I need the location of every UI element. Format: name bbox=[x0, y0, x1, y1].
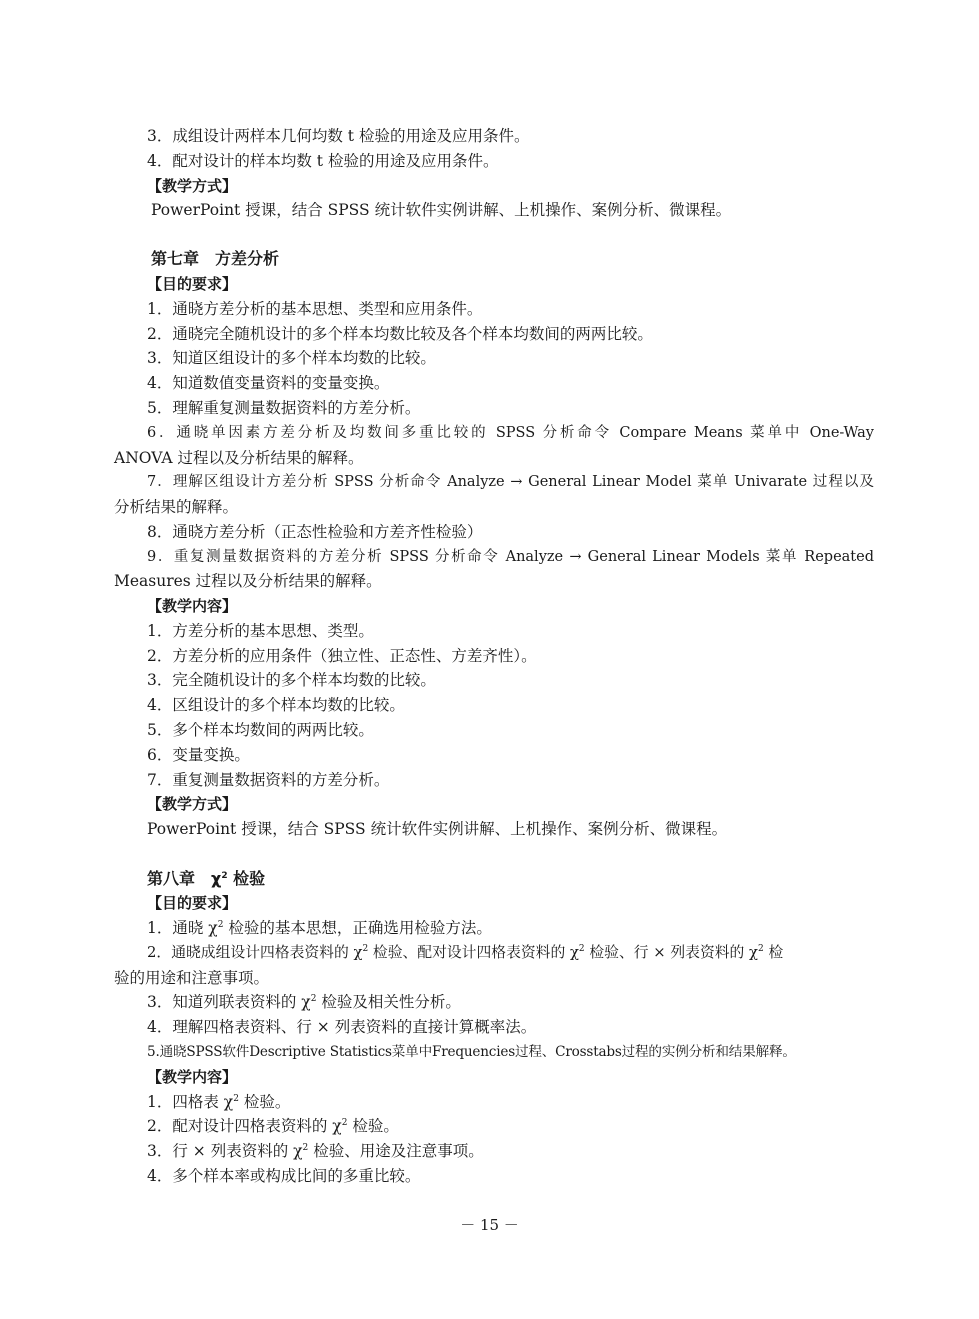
text-span: 2．通晓成组设计四格表资料的 χ bbox=[147, 944, 363, 961]
text-span: 检验。 bbox=[347, 1117, 399, 1135]
text-line: 2．通晓完全随机设计的多个样本均数比较及各个样本均数间的两两比较。 bbox=[147, 325, 653, 343]
text-span: 3．行 × 列表资料的 χ bbox=[147, 1142, 303, 1160]
superscript: 2 bbox=[578, 944, 585, 954]
chapter-title: 第七章 方差分析 bbox=[151, 249, 280, 268]
text-line: 4．配对设计的样本均数 t 检验的用途及应用条件。 bbox=[147, 152, 499, 170]
section-heading: 【教学内容】 bbox=[147, 597, 238, 615]
text-line: 4．理解四格表资料、行 × 列表资料的直接计算概率法。 bbox=[147, 1018, 537, 1036]
text-line: 验的用途和注意事项。 bbox=[114, 969, 270, 987]
text-line bbox=[147, 918, 492, 938]
section-heading: 【目的要求】 bbox=[147, 275, 238, 293]
text-span: 检验及相关性分析。 bbox=[316, 993, 461, 1011]
text-line: 7．理解区组设计方差分析 SPSS 分析命令 Analyze → General Linear Model 菜单 Univarate 过程以及 bbox=[147, 474, 874, 490]
section-heading: 【教学方式】 bbox=[147, 795, 238, 813]
text-line: 4．区组设计的多个样本均数的比较。 bbox=[147, 696, 405, 714]
text-line: 1．通晓方差分析的基本思想、类型和应用条件。 bbox=[147, 300, 483, 318]
text-span: 检 bbox=[763, 944, 784, 961]
text-span: 检验。 bbox=[238, 1093, 291, 1111]
text-line bbox=[147, 992, 461, 1012]
text-span: 3．知道列联表资料的 χ bbox=[147, 993, 311, 1011]
text-span: 检验、行 × 列表资料的 χ bbox=[584, 944, 759, 961]
page-number: － 15 － bbox=[460, 1216, 519, 1234]
text-line: ANOVA 过程以及分析结果的解释。 bbox=[114, 449, 364, 467]
text-span: 检验、配对设计四格表资料的 χ bbox=[368, 944, 579, 961]
text-line: 6．通晓单因素方差分析及均数间多重比较的 SPSS 分析命令 Compare Means 菜单中 One-Way bbox=[147, 425, 874, 441]
text-line bbox=[147, 1092, 290, 1112]
superscript: 2 bbox=[758, 944, 764, 954]
text-line bbox=[147, 1141, 484, 1161]
superscript: 2 bbox=[362, 944, 369, 954]
text-line: 3．知道区组设计的多个样本均数的比较。 bbox=[147, 349, 436, 367]
text-span: 检验、用途及注意事项。 bbox=[308, 1142, 484, 1160]
text-line: 3．完全随机设计的多个样本均数的比较。 bbox=[147, 671, 436, 689]
superscript: 2 bbox=[310, 994, 317, 1004]
text-line: PowerPoint 授课，结合 SPSS 统计软件实例讲解、上机操作、案例分析、微课程。 bbox=[151, 201, 732, 219]
text-line: 6．变量变换。 bbox=[147, 746, 250, 764]
text-line: 7．重复测量数据资料的方差分析。 bbox=[147, 771, 390, 789]
text-span: 2．配对设计四格表资料的 χ bbox=[147, 1117, 342, 1135]
superscript: 2 bbox=[341, 1118, 348, 1128]
text-line: 2．方差分析的应用条件（独立性、正态性、方差齐性）。 bbox=[147, 647, 537, 665]
text-line: 5．理解重复测量数据资料的方差分析。 bbox=[147, 399, 421, 417]
superscript: 2 bbox=[221, 871, 228, 881]
text-line bbox=[147, 943, 874, 963]
text-line bbox=[147, 1116, 399, 1136]
text-line: 分析结果的解释。 bbox=[114, 498, 239, 516]
section-heading: 【目的要求】 bbox=[147, 894, 238, 912]
superscript: 2 bbox=[233, 1094, 239, 1104]
text-line: 8．通晓方差分析（正态性检验和方差齐性检验） bbox=[147, 523, 483, 541]
text-line: 1．方差分析的基本思想、类型。 bbox=[147, 622, 374, 640]
chapter-title bbox=[147, 869, 265, 889]
text-line: Measures 过程以及分析结果的解释。 bbox=[114, 572, 382, 590]
superscript: 2 bbox=[302, 1143, 309, 1153]
text-line: 9．重复测量数据资料的方差分析 SPSS 分析命令 Analyze → General Linear Models 菜单 Repeated bbox=[147, 549, 874, 565]
text-span: 1．四格表 χ bbox=[147, 1093, 234, 1111]
chapter-title-text: 检验 bbox=[227, 869, 266, 888]
text-span: 检验的基本思想，正确选用检验方法。 bbox=[223, 919, 492, 937]
text-span: 1．通晓 χ bbox=[147, 919, 218, 937]
text-line: 4．多个样本率或构成比间的多重比较。 bbox=[147, 1167, 421, 1185]
text-line: PowerPoint 授课，结合 SPSS 统计软件实例讲解、上机操作、案例分析、微课程。 bbox=[147, 820, 728, 838]
text-line: 5.通晓SPSS软件Descriptive Statistics菜单中Frequencies过程、Crosstabs过程的实例分析和结果解释。 bbox=[147, 1044, 796, 1060]
chapter-title-text: 第八章 χ bbox=[147, 869, 222, 888]
section-heading: 【教学内容】 bbox=[147, 1068, 238, 1086]
text-line: 3．成组设计两样本几何均数 t 检验的用途及应用条件。 bbox=[147, 127, 530, 145]
section-heading: 【教学方式】 bbox=[147, 177, 238, 195]
text-line: 4．知道数值变量资料的变量变换。 bbox=[147, 374, 390, 392]
superscript: 2 bbox=[217, 920, 224, 930]
text-line: 5．多个样本均数间的两两比较。 bbox=[147, 721, 374, 739]
